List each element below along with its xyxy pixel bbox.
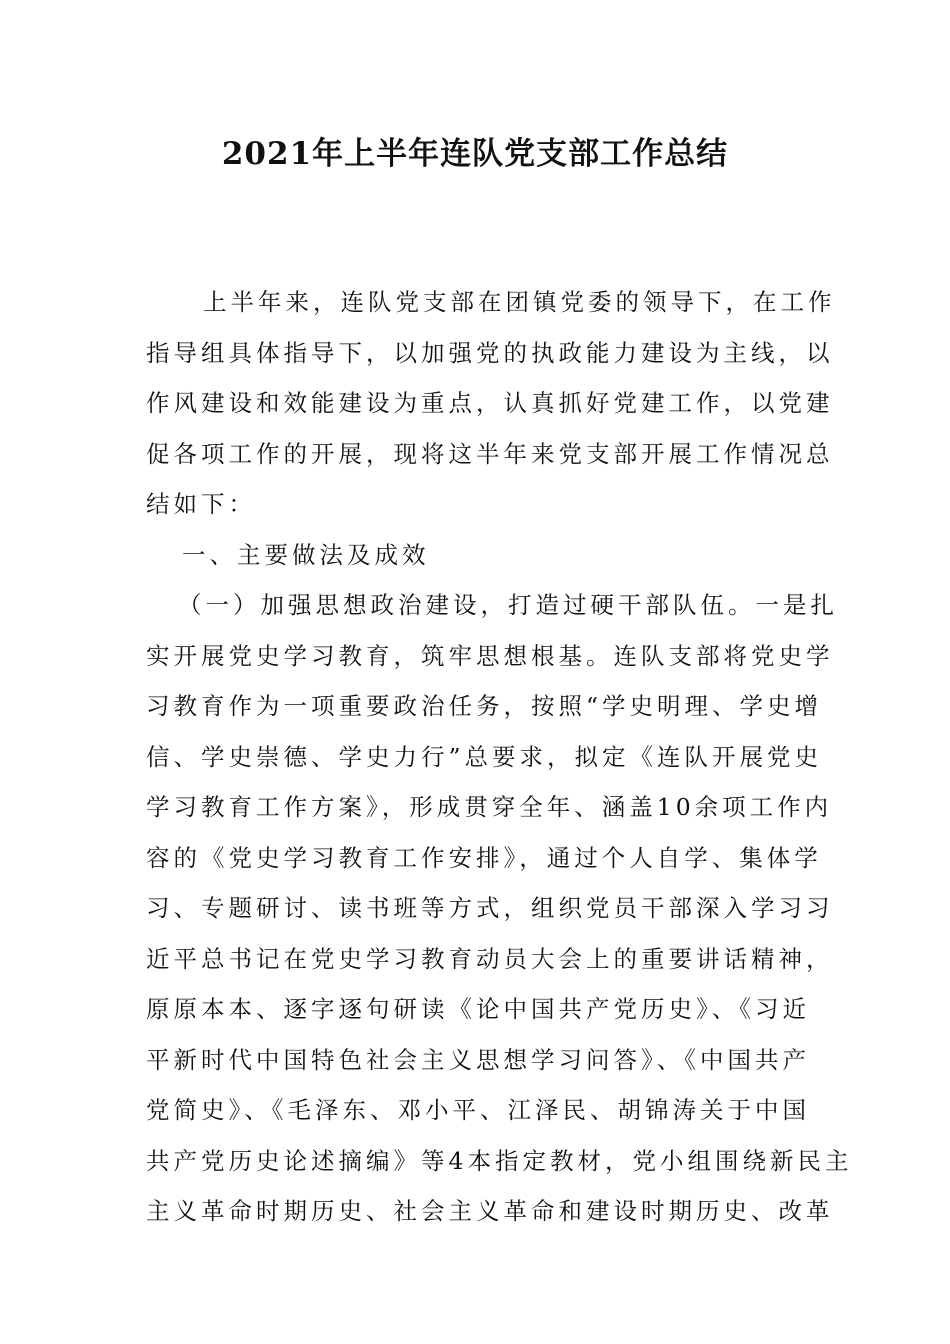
paragraph-line: 结如下： [146,490,256,518]
paragraph-line: 原原本本、逐字逐句研读《论中国共产党历史》、《习近 [146,995,810,1023]
paragraph-line: 实开展党史学习教育，筑牢思想根基。连队支部将党史学 [146,641,834,670]
paragraph-line: 主义革命时期历史、社会主义革命和建设时期历史、改革 [146,1197,834,1225]
paragraph-line: 习、专题研讨、读书班等方式，组织党员干部深入学习习 [146,894,834,922]
paragraph-line: 习教育作为一项重要政治任务，按照“学史明理、学史增 [146,692,823,720]
paragraph-line: 信、学史崇德、学史力行”总要求，拟定《连队开展党史 [146,742,823,771]
document-title: 2021年上半年连队党支部工作总结 [221,136,729,172]
paragraph-line: 近平总书记在党史学习教育动员大会上的重要讲话精神， [146,944,834,973]
section-heading: 一、主要做法及成效 [182,540,430,569]
paragraph-line: 党简史》、《毛泽东、邓小平、江泽民、胡锦涛关于中国 [146,1096,810,1124]
document-body [146,277,853,1237]
paragraph-line: 平新时代中国特色社会主义思想学习问答》、《中国共产 [146,1045,810,1074]
paragraph-line: 容的《党史学习教育工作安排》，通过个人自学、集体学 [146,843,822,872]
paragraph-line: 作风建设和效能建设为重点，认真抓好党建工作，以党建 [146,389,834,417]
paragraph-line: 指导组具体指导下，以加强党的执政能力建设为主线，以 [146,338,834,367]
paragraph-line: 上半年来，连队党支部在团镇党委的领导下，在工作 [203,288,836,316]
paragraph-line: （一）加强思想政治建设，打造过硬干部队伍。一是扎 [178,591,838,619]
paragraph-line: 学习教育工作方案》，形成贯穿全年、涵盖10余项工作内 [146,793,833,821]
paragraph-line: 共产党历史论述摘编》等4本指定教材，党小组围绕新民主 [146,1146,853,1175]
paragraph-line: 促各项工作的开展，现将这半年来党支部开展工作情况总 [146,439,834,468]
